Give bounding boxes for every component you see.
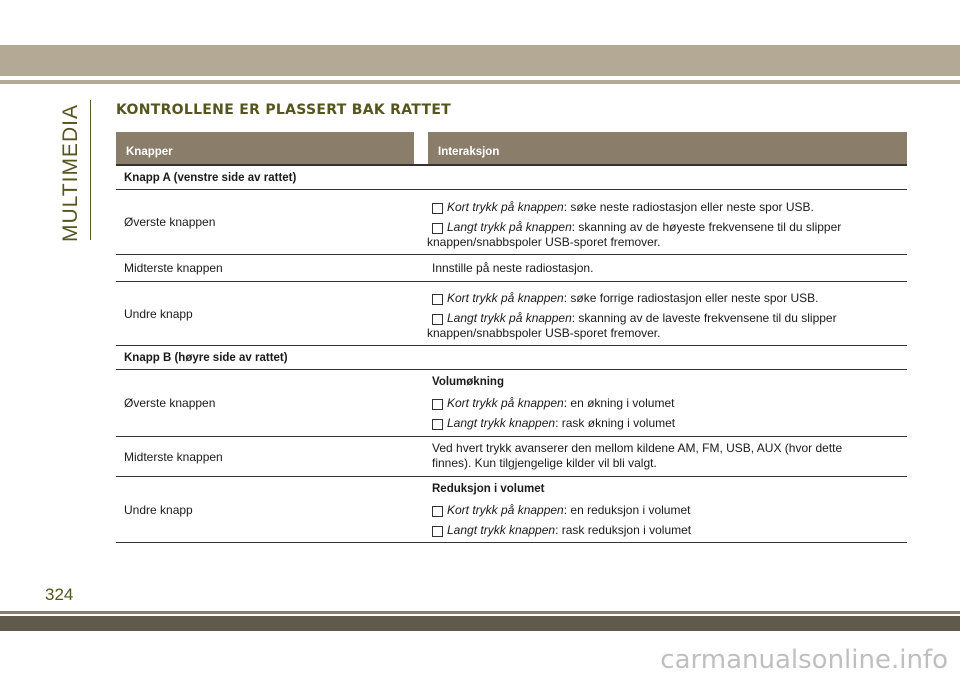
interaction-cell (432, 375, 902, 431)
watermark-text: carmanualsonline.info (660, 645, 948, 675)
button-name: Undre knapp (124, 502, 193, 517)
header-band (0, 45, 960, 76)
column-header-buttons: Knapper (116, 132, 414, 164)
checkbox-bullet-icon (432, 203, 443, 214)
interaction-cell (432, 482, 902, 538)
bullet-item: Langt trykk på knappen: skanning av de høyeste frekvensene til du slipper (432, 220, 902, 235)
button-name: Midterste knappen (124, 449, 223, 464)
header-rule (0, 80, 960, 84)
interaction-subhead: Reduksjon i volumet (432, 483, 545, 495)
table-row (116, 437, 907, 477)
interaction-cell: Ved hvert trykk avanserer den mellom kildene AM, FM, USB, AUX (hvor dette finnes). Kun tilgjengelige kilder vil bli valgt. (432, 441, 843, 470)
bullet-continuation: knappen/snabbspoler USB-sporet fremover. (427, 235, 661, 249)
section-row-a (116, 164, 907, 190)
bullet-continuation: knappen/snabbspoler USB-sporet fremover. (427, 326, 661, 340)
page-number: 324 (45, 585, 74, 604)
section-label-b: Knapp B (høyre side av rattet) (124, 351, 288, 364)
button-name: Midterste knappen (124, 261, 223, 275)
bullet-item: Langt trykk knappen: rask reduksjon i volumet (432, 523, 902, 538)
interaction-subhead: Volumøkning (432, 376, 504, 388)
footer-rule (0, 611, 960, 614)
checkbox-bullet-icon (432, 294, 443, 305)
table-row (116, 190, 907, 255)
table-row (116, 282, 907, 346)
controls-table (116, 132, 907, 543)
table-row (116, 477, 907, 543)
section-side-label: MULTIMEDIA (59, 104, 82, 242)
section-row-b (116, 346, 907, 370)
checkbox-bullet-icon (432, 419, 443, 430)
bullet-item: Langt trykk på knappen: skanning av de laveste frekvensene til du slipper (432, 311, 902, 326)
button-name: Undre knapp (124, 306, 193, 321)
checkbox-bullet-icon (432, 526, 443, 537)
footer-band (0, 616, 960, 631)
checkbox-bullet-icon (432, 314, 443, 325)
checkbox-bullet-icon (432, 399, 443, 410)
checkbox-bullet-icon (432, 223, 443, 234)
button-name: Øverste knappen (124, 215, 216, 229)
table-row (116, 255, 907, 282)
table-header (116, 132, 907, 164)
table-row (116, 370, 907, 437)
button-name: Øverste knappen (124, 396, 216, 410)
checkbox-bullet-icon (432, 506, 443, 517)
side-rule (90, 100, 91, 240)
bullet-item: Kort trykk på knappen: søke neste radiostasjon eller neste spor USB. (432, 200, 902, 215)
interaction-text: Innstille på neste radiostasjon. (432, 261, 594, 275)
page-heading: KONTROLLENE ER PLASSERT BAK RATTET (116, 102, 452, 118)
bullet-item: Kort trykk på knappen: en økning i volumet (432, 396, 902, 411)
bullet-item: Langt trykk knappen: rask økning i volumet (432, 416, 902, 431)
column-header-interaction: Interaksjon (428, 132, 907, 164)
section-label-a: Knapp A (venstre side av rattet) (124, 171, 297, 184)
bullet-item: Kort trykk på knappen: en reduksjon i volumet (432, 503, 902, 518)
interaction-cell (427, 291, 902, 341)
bullet-item: Kort trykk på knappen: søke forrige radiostasjon eller neste spor USB. (432, 291, 902, 306)
interaction-cell (427, 200, 902, 250)
